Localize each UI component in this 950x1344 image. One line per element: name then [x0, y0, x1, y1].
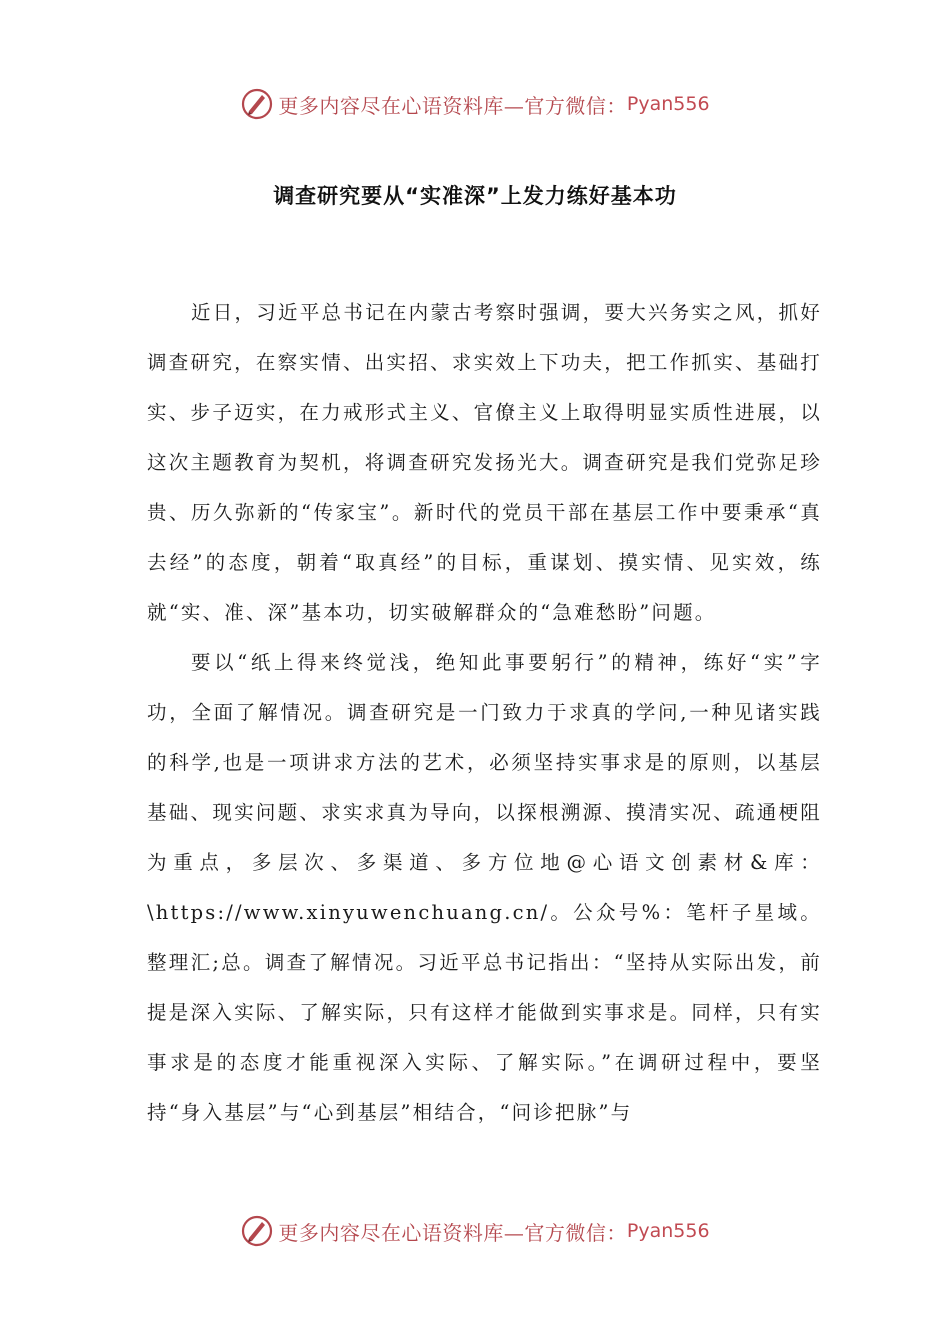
document-body: [147, 288, 822, 1138]
pen-logo-icon: [240, 87, 274, 121]
pen-logo-icon: [240, 1214, 274, 1248]
banner-text: 更多内容尽在心语资料库—官方微信：: [278, 93, 627, 118]
banner-wechat-id: Pyan556: [626, 93, 710, 115]
banner-text: 更多内容尽在心语资料库—官方微信：: [278, 1220, 627, 1245]
banner-wechat-id: Pyan556: [626, 1220, 710, 1242]
header-watermark-banner: [0, 84, 950, 124]
document-title: 调查研究要从“实准深”上发力练好基本功: [273, 184, 677, 208]
paragraph-2: 要以“纸上得来终觉浅，绝知此事要躬行”的精神，练好“实”字功，全面了解情况。调查研究是一门致力于求真的学问,一种见诸实践的科学,也是一项讲求方法的艺术，必须坚持实事求是的原则，以基层基础、现实问题、求实求真为导向，以探根溯源、摸清实况、疏通梗阻为重点，多层次、多渠道、多方位地@心语文创素材&库：\https://www.xinyuwenchuang.cn/。公众号%：笔杆子星域。整理汇;总。调查了解情况。习近平总书记指出：“坚持从实际出发，前提是深入实际、了解实际，只有这样才能做到实事求是。同样，只有实事求是的态度才能重视深入实际、了解实际。”在调研过程中，要坚持“身入基层”与“心到基层”相结合，“问诊把脉”与: [147, 651, 822, 1124]
paragraph-1: 近日，习近平总书记在内蒙古考察时强调，要大兴务实之风，抓好调查研究，在察实情、出实招、求实效上下功夫，把工作抓实、基础打实、步子迈实，在力戒形式主义、官僚主义上取得明显实质性进展，以这次主题教育为契机，将调查研究发扬光大。调查研究是我们党弥足珍贵、历久弥新的“传家宝”。新时代的党员干部在基层工作中要秉承“真去经”的态度，朝着“取真经”的目标，重谋划、摸实情、见实效，练就“实、准、深”基本功，切实破解群众的“急难愁盼”问题。: [147, 301, 822, 624]
footer-watermark-banner: [0, 1211, 950, 1251]
